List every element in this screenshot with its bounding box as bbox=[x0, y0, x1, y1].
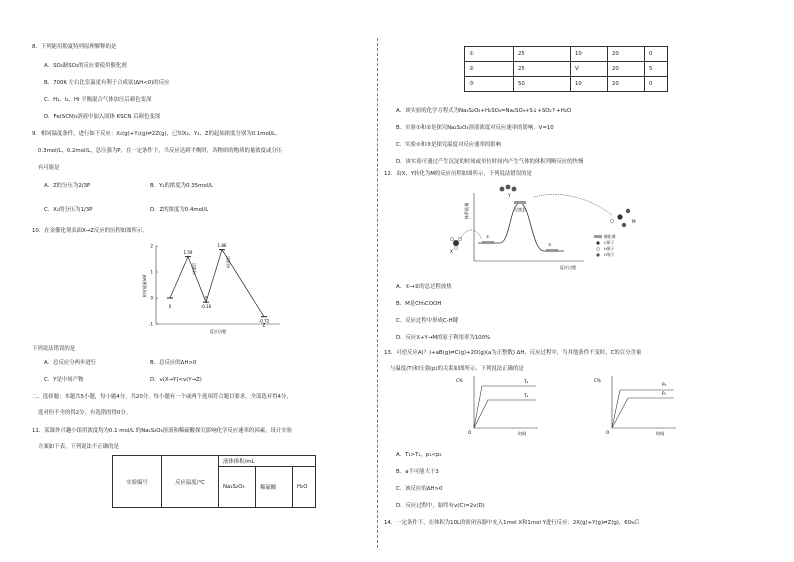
q12-axis-y: 体系能量 bbox=[464, 202, 469, 220]
svg-text:催化剂: 催化剂 bbox=[604, 234, 616, 239]
q12-x-label: X bbox=[450, 249, 453, 254]
cell: ② bbox=[465, 62, 514, 77]
column-divider bbox=[377, 38, 378, 548]
svg-text:P₁: P₁ bbox=[662, 391, 667, 396]
svg-text:T₂: T₂ bbox=[524, 379, 529, 384]
svg-text:O原子: O原子 bbox=[604, 252, 615, 257]
q8-option-c: C．H₂、I₂、HI 平衡混合气体加压后颜色变深 bbox=[44, 97, 152, 103]
svg-text:P₂: P₂ bbox=[662, 382, 667, 387]
th-na: Na₂S₂O₃ bbox=[219, 467, 256, 508]
q10-followup: 下列说法错误的是 bbox=[32, 346, 76, 352]
q9-option-a: A．Z的分压为2/3P bbox=[44, 183, 91, 189]
section2-line2: 选对但不全的得2分，有选错的得0分。 bbox=[38, 410, 132, 416]
q11-table-header bbox=[112, 455, 316, 508]
cell: 25 bbox=[514, 62, 571, 77]
y-tick-label: -1 bbox=[149, 321, 153, 327]
th-temp: 反应温度/°C bbox=[162, 456, 219, 508]
q12-stem: 12．由X、Y转化为M的反应历程如图所示，下列说法错误的是 bbox=[384, 171, 532, 177]
q9-stem-line3: 有可能是 bbox=[38, 165, 60, 171]
q13-option-b: B．a不可能大于3 bbox=[396, 469, 439, 475]
svg-text:C%: C% bbox=[456, 378, 463, 383]
q12-y-label: Y bbox=[508, 193, 511, 198]
th-acid: 稀硫酸 bbox=[256, 467, 293, 508]
svg-text:O: O bbox=[606, 430, 610, 435]
ts-label: 过渡态Ⅰ bbox=[192, 262, 196, 275]
q9-stem-line2: 0.3mol/L、0.2mol/L，总压强为P，在一定条件下，当反应达到平衡时，各物质的物质的量浓度或分压 bbox=[38, 148, 283, 154]
y-tick-label: 1 bbox=[150, 269, 153, 275]
ts-labels bbox=[192, 256, 231, 275]
cell: 0 bbox=[645, 77, 668, 92]
th-vol: 液体体积/mL bbox=[219, 456, 316, 467]
q14-stem: 14．一定条件下，在体积为10L的密闭容器中充入1mol X和1mol Y进行反应：2X(g)+Y(g)⇌Z(g)，60s后 bbox=[384, 520, 640, 526]
molecule-y-icon bbox=[500, 185, 517, 192]
q8-option-b: B．700K 左右比室温更有利于合成氨(ΔH<0)的反应 bbox=[44, 80, 170, 86]
svg-text:H原子: H原子 bbox=[604, 246, 615, 251]
point-label: Z bbox=[262, 322, 266, 328]
chart-ylabel: 相对能量/eV bbox=[142, 274, 147, 298]
q12-legend bbox=[594, 234, 616, 257]
q9-option-d: D．Z的浓度为0.4mol/L bbox=[150, 207, 209, 213]
energy-profile-chart bbox=[140, 240, 286, 336]
q11-stem-line1: 11．某课外兴趣小组用浓度均为0.1 mol/L 的Na₂S₂O₃溶液和稀硫酸探究影响化学反应速率的因素，设计实验 bbox=[32, 428, 293, 434]
point-label: X bbox=[168, 304, 172, 309]
svg-text:时间: 时间 bbox=[518, 431, 527, 436]
q12-option-a: A．①→②的总过程放热 bbox=[396, 284, 452, 290]
cell: ③ bbox=[465, 77, 514, 92]
cell: 10 bbox=[571, 47, 608, 62]
svg-text:O: O bbox=[468, 430, 472, 435]
q11-option-d: D．该实验可通过产生沉淀的时间或单位时间内产生气体的体积判断反应的快慢 bbox=[396, 159, 584, 165]
q11-option-c: C．实验①和③是探究温度对反应速率的影响 bbox=[396, 142, 502, 148]
q13-graph-temperature bbox=[452, 372, 542, 436]
cell: 20 bbox=[608, 77, 645, 92]
molecule-m-icon bbox=[610, 209, 630, 227]
svg-text:T₁: T₁ bbox=[524, 393, 529, 398]
q9-stem-line1: 9．相同温度条件，进行如下反应：X₂(g)+Y₂(g)⇌2Z(g)，已知X₂、Y₂、Z的起始浓度分别为0.1mol/L、 bbox=[32, 131, 281, 137]
molecule-x-icon bbox=[450, 237, 461, 249]
q12-option-d: D．反应X+Y→M的原子利用率为100% bbox=[396, 335, 491, 341]
value-label: -0.72 bbox=[258, 318, 270, 324]
value-label: -0.16 bbox=[200, 304, 212, 310]
svg-text:C原子: C原子 bbox=[604, 240, 615, 245]
ts-label: 过渡态Ⅱ bbox=[226, 255, 230, 269]
q10-option-b: B．总反应的ΔH>0 bbox=[150, 360, 197, 366]
series-line bbox=[170, 250, 264, 317]
q8-option-d: D．Fe(SCN)₃溶液中加入固体 KSCN 后颜色变深 bbox=[44, 114, 161, 120]
q10-option-d: D．v(X→Y)<v(Y→Z) bbox=[150, 377, 202, 383]
cell: 25 bbox=[514, 47, 571, 62]
q13-option-d: D．反应过程中，始终有v(C)=2v(D) bbox=[396, 503, 485, 509]
cell: 20 bbox=[608, 62, 645, 77]
cell: 50 bbox=[514, 77, 571, 92]
q10-stem: 10．在金催化剂表面X→Z反应的历程如图所示。 bbox=[32, 228, 148, 234]
cell: 20 bbox=[608, 47, 645, 62]
q11-option-b: B．实验①和②是探究Na₂S₂O₃溶液浓度对反应速率的影响，V=10 bbox=[396, 125, 554, 131]
cell: 5 bbox=[645, 62, 668, 77]
table-row bbox=[465, 77, 668, 92]
cell: 10 bbox=[571, 77, 608, 92]
q12-option-b: B．M是CH₃COOH bbox=[396, 301, 442, 307]
q11-table-body bbox=[464, 46, 668, 92]
q13-option-a: A．T₁>T₂，p₁<p₂ bbox=[396, 452, 442, 458]
svg-text:C%: C% bbox=[594, 378, 601, 383]
q12-m-label: M bbox=[632, 219, 636, 224]
cell: V bbox=[571, 62, 608, 77]
value-label: 1.86 bbox=[217, 243, 227, 249]
cell: 0 bbox=[645, 47, 668, 62]
table-row bbox=[465, 47, 668, 62]
q9-option-c: C．X₂的分压为1/3P bbox=[44, 207, 93, 213]
th-no: 实验编号 bbox=[113, 456, 162, 508]
q12-reaction-diagram bbox=[444, 181, 644, 273]
q9-option-b: B．Y₂的浓度为0.35mol/L bbox=[150, 183, 213, 189]
chart-xlabel: 反应历程 bbox=[209, 329, 227, 334]
q10-option-a: A．总反应分两步进行 bbox=[44, 360, 97, 366]
q13-stem-line2: 与温度(T)和压强(p)的关系如图所示。下列说法正确的是 bbox=[390, 366, 524, 372]
th-water: H₂O bbox=[293, 467, 316, 508]
q10-option-c: C．Y是中间产物 bbox=[44, 377, 84, 383]
value-label: 1.59 bbox=[183, 250, 193, 256]
svg-text:时间: 时间 bbox=[656, 431, 665, 436]
q12-option-c: C．反应过程中形成C-H键 bbox=[396, 318, 459, 324]
q11-option-a: A．该实验的化学方程式为Na₂S₂O₃+H₂SO₄=Na₂SO₄+S↓+SO₂↑+H₂O bbox=[396, 108, 572, 114]
point-label: Y bbox=[204, 295, 208, 301]
q13-option-c: C．该反应的ΔH>0 bbox=[396, 486, 443, 492]
q13-stem-line1: 13．可逆反应A(？)+aB(g)⇌C(g)+2D(g)(a为正整数) ΔH，反应过程中，当其他条件不变时，C的百分含量 bbox=[384, 350, 642, 356]
q8-option-a: A．SO₂制SO₃的反应要使用催化剂 bbox=[44, 63, 127, 69]
y-ticks bbox=[149, 244, 158, 327]
q13-graph-pressure bbox=[590, 372, 680, 436]
q12-axis-x: 反应过程 bbox=[559, 265, 577, 270]
q11-stem-line2: 方案如下表。下列说法不正确的是 bbox=[38, 444, 119, 450]
q12-step1: ① bbox=[486, 234, 490, 239]
q12-ts-label: 过渡态 bbox=[514, 207, 526, 212]
section2-line1: 二、选择题：本题共5小题，每小题4分，共20分。每小题有一个或两个选项符合题目要求，全部选对得4分， bbox=[32, 394, 292, 400]
q8-stem: 8．下列能用勒夏特列原理解释的是 bbox=[32, 44, 117, 50]
energy-curve bbox=[167, 250, 267, 317]
table-row bbox=[465, 62, 668, 77]
point-labels bbox=[169, 296, 266, 328]
q12-step2: ② bbox=[548, 242, 552, 247]
y-tick-label: 0 bbox=[150, 295, 153, 301]
y-tick-label: 2 bbox=[150, 243, 153, 249]
cell: ① bbox=[465, 47, 514, 62]
